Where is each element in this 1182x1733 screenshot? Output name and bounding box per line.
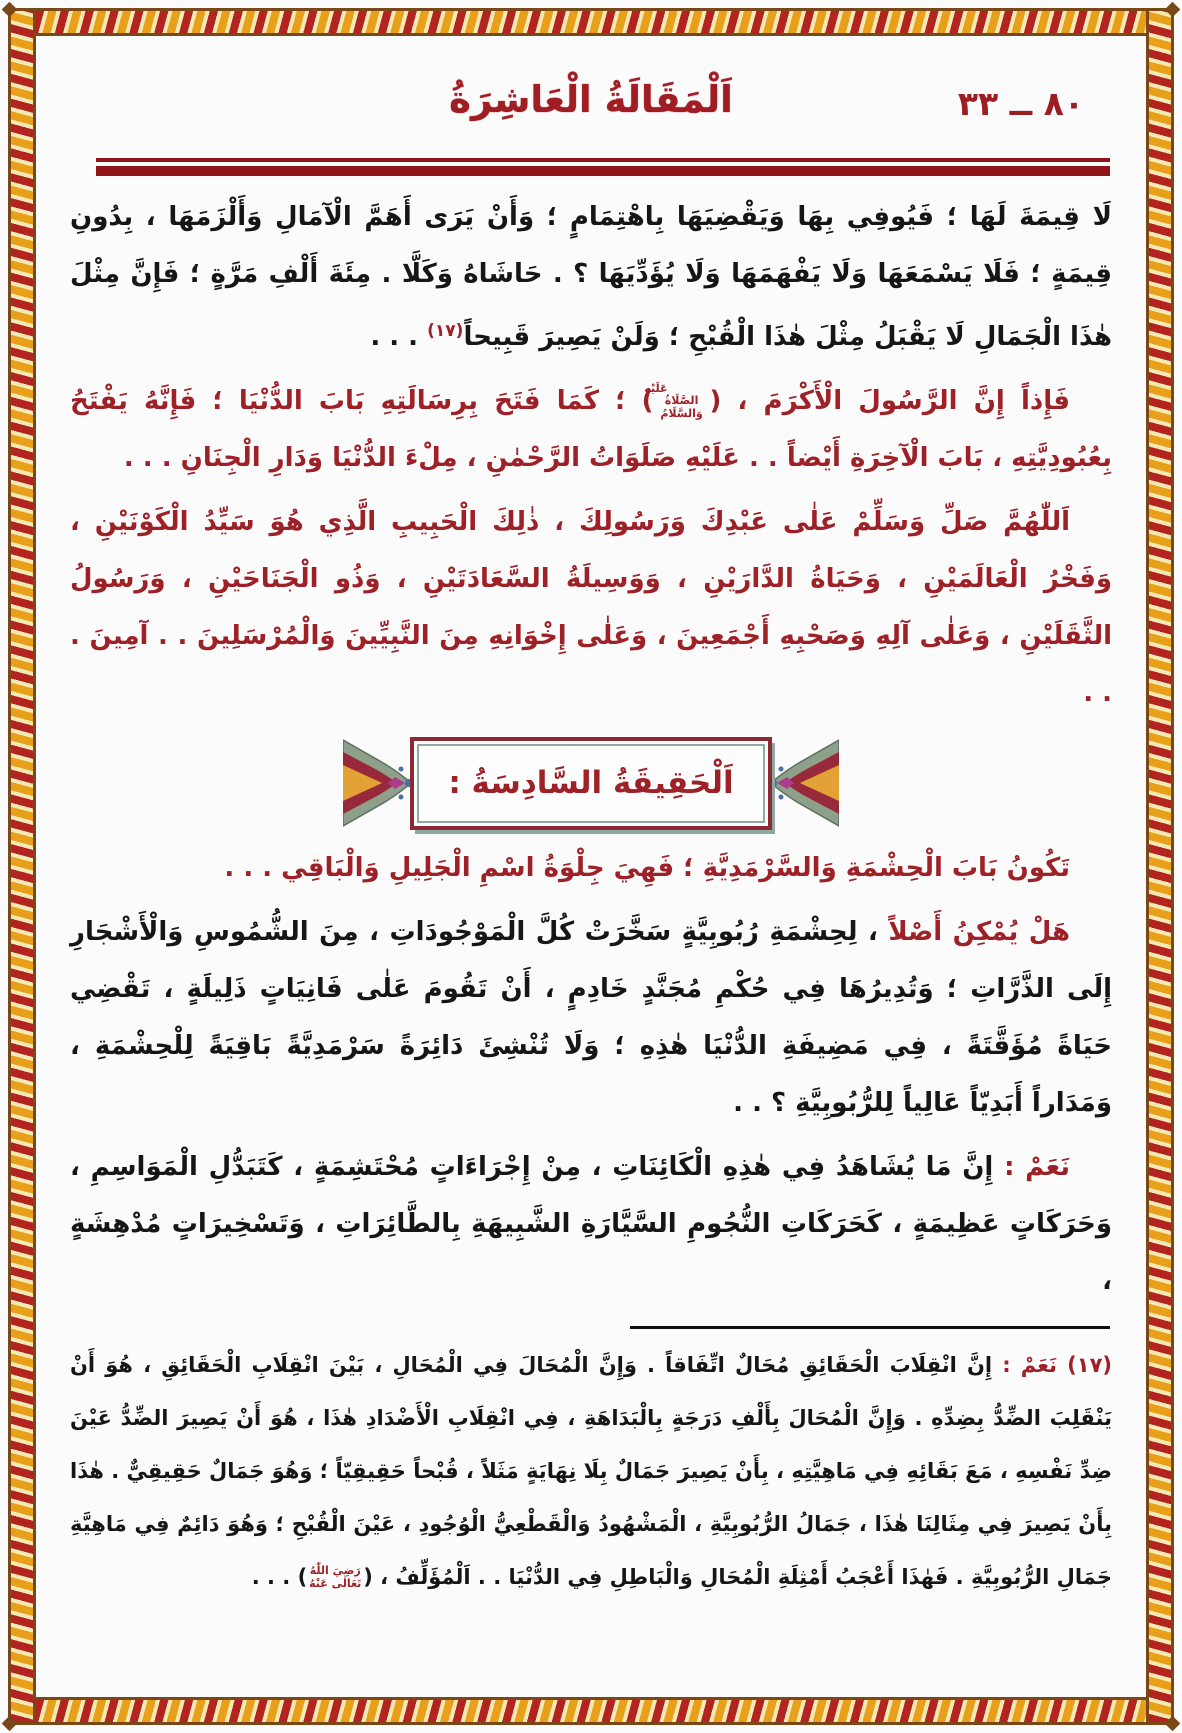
- page-content: [40, 40, 1142, 1693]
- paragraph-3-prayer: اَللّٰهُمَّ صَلِّ وَسَلِّمْ عَلٰى عَبْدِكَ وَرَسُولِكَ ، ذٰلِكَ الْحَبِيبِ الَّذِي هُوَ سَيِّدُ الْكَوْنَيْنِ ، وَفَخْرُ الْعَالَمَيْنِ ، وَحَيَاةُ الدَّارَيْنِ ، وَوَسِيلَةُ السَّعَادَتَيْنِ ، وَذُو الْجَنَاحَيْنِ ، وَرَسُولُ الثَّقَلَيْنِ ، وَعَلٰى آلِهِ وَصَحْبِهِ أَجْمَعِينَ ، وَعَلٰى إِخْوَانِهِ مِنَ النَّبِيِّينَ وَالْمُرْسَلِينَ . . آمِينَ . . .: [70, 507, 1112, 708]
- paragraph-6: [70, 1139, 1112, 1310]
- footnote-text: [70, 1339, 1112, 1604]
- paragraph-5-rest: ، لِحِشْمَةِ رُبُوبِيَّةٍ سَخَّرَتْ كُلَّ الْمَوْجُودَاتِ ، مِنَ الشُّمُوسِ وَالْأَشْجَارِ إِلَى الذَّرَّاتِ ؛ وَتُدِيرُهَا فِي حُكْمِ مُجَنَّدٍ خَادِمٍ ، أَنْ تَقُومَ عَلٰى فَانِيَاتٍ ذَلِيلَةٍ ، تَقْضِي حَيَاةً مُؤَقَّتَةً ، فِي مَضِيفَةِ الدُّنْيَا هٰذِهِ ؛ وَلَا تُنْشِئَ دَائِرَةً سَرْمَدِيَّةً بَاقِيَةً لِلْحِشْمَةِ ، وَمَدَاراً أَبَدِيّاً عَالِياً لِلرُّبُوبِيَّةِ ؟ . .: [70, 917, 1112, 1118]
- footnote-separator: [630, 1326, 1110, 1329]
- page-numbers: ٨٠ ــ ٣٣: [957, 84, 1084, 123]
- page-title: اَلْمَقَالَةُ الْعَاشِرَةُ: [449, 78, 733, 121]
- footnote-reference-17: (١٧): [427, 321, 464, 341]
- paragraph-2: [70, 373, 1112, 487]
- paragraph-2-lead: فَإِذاً إِنَّ الرَّسُولَ الْأَكْرَمَ ، (: [709, 386, 1070, 416]
- footnote-lead: (١٧) نَعَمْ :: [1002, 1353, 1112, 1377]
- rule-thick-line: [96, 166, 1110, 176]
- paragraph-5-lead: هَلْ يُمْكِنُ أَصْلاً: [888, 917, 1071, 947]
- frame-bottom-band: [8, 1697, 1174, 1725]
- page-header: [70, 40, 1112, 158]
- floral-ornament-icon: [343, 736, 415, 830]
- paragraph-1-text: لَا قِيمَةَ لَهَا ؛ فَيُوفِي بِهَا وَيَقْضِيَهَا بِاهْتِمَامٍ ؛ وَأَنْ يَرَى أَهَمَّ الْآمَالِ وَأَلْزَمَهَا ، بِدُونِ قِيمَةٍ ؛ فَلَا يَسْمَعَهَا وَلَا يَفْهَمَهَا وَلَا يُؤَدِّيَهَا ؟ . حَاشَاهُ وَكَلَّا . مِئَةَ أَلْفِ مَرَّةٍ ؛ فَإِنَّ مِثْلَ هٰذَا الْجَمَالِ لَا يَقْبَلُ مِثْلَ هٰذَا الْقُبْحِ ؛ وَلَنْ يَصِيرَ قَبِيحاً: [70, 202, 1112, 352]
- footnote-tail: ) . . .: [251, 1565, 308, 1589]
- paragraph-5: [70, 904, 1112, 1132]
- frame-top-band: [8, 8, 1174, 36]
- footnote-body: إِنَّ انْقِلَابَ الْحَقَائِقِ مُحَالٌ اتِّفَاقاً . وَإِنَّ الْمُحَالَ فِي الْمُحَالِ ، بَيْنَ انْقِلَابِ الْحَقَائِقِ ، هُوَ أَنْ يَنْقَلِبَ الضِّدُّ بِضِدِّهِ . وَإِنَّ الْمُحَالَ بِأَلْفِ دَرَجَةٍ بِالْبَدَاهَةِ ، فِي انْقِلَابِ الْأَضْدَادِ هٰذَا ، هُوَ أَنْ يَصِيرَ الضِّدُّ عَيْنَ ضِدِّ نَفْسِهِ ، مَعَ بَقَائِهِ فِي مَاهِيَّتِهِ ، بِأَنْ يَصِيرَ جَمَالٌ بِلَا نِهَايَةٍ مَثَلاً ، قُبْحاً حَقِيقِيّاً ؛ وَهُوَ جَمَالٌ حَقِيقِيٌّ . هٰذَا بِأَنْ يَصِيرَ فِي مِثَالِنَا هٰذَا ، جَمَالُ الرُّبُوبِيَّةِ ، الْمَشْهُودُ وَالْقَطْعِيُّ الْوُجُودِ ، عَيْنَ الْقُبْحِ ؛ وَهُوَ دَائِمٌ فِي مَاهِيَّةِ جَمَالِ الرُّبُوبِيَّةِ . فَهٰذَا أَعْجَبُ أَمْثِلَةِ الْمُحَالِ وَالْبَاطِلِ فِي الدُّنْيَا . . اَلْمُؤَلِّفُ ، (: [70, 1353, 1112, 1589]
- paragraph-6-rest: إِنَّ مَا يُشَاهَدُ فِي هٰذِهِ الْكَائِنَاتِ ، مِنْ إِجْرَاءَاتٍ مُحْتَشِمَةٍ ، كَتَبَدُّلِ الْمَوَاسِمِ ، وَحَرَكَاتٍ عَظِيمَةٍ ، كَحَرَكَاتِ النُّجُومِ السَّيَّارَةِ الشَّبِيهَةِ بِالطَّائِرَاتِ ، وَتَسْخِيرَاتٍ مُدْهِشَةٍ ،: [70, 1152, 1112, 1296]
- section-title-box: اَلْحَقِيقَةُ السَّادِسَةُ :: [410, 737, 771, 830]
- salutation-calligraphy: عَلَيْهِ الصَّلَاةُ وَالسَّلَامُ: [644, 381, 703, 420]
- body-text: [70, 176, 1112, 1310]
- paragraph-4: تَكُونُ بَابَ الْحِشْمَةِ وَالسَّرْمَدِيَّةِ ؛ فَهِيَ جِلْوَةُ اسْمِ الْجَلِيلِ وَالْبَاقِي . . .: [224, 853, 1070, 883]
- paragraph-1-tail: . . .: [370, 322, 428, 352]
- header-double-rule: [96, 158, 1110, 176]
- seal-calligraphy: رَضِيَ اللّٰهُ تَعَالٰى عَنْهُ: [309, 1564, 362, 1590]
- paragraph-2-rest: ) ؛ كَمَا فَتَحَ بِرِسَالَتِهِ بَابَ الدُّنْيَا ؛ فَإِنَّهُ يَفْتَحُ بِعُبُودِيَّتِهِ ، بَابَ الْآخِرَةِ أَيْضاً . . عَلَيْهِ صَلَوَاتُ الرَّحْمٰنِ ، مِلْءَ الدُّنْيَا وَدَارِ الْجِنَانِ . . .: [70, 386, 1112, 473]
- frame-left-band: [8, 8, 36, 1725]
- paragraph-1: [70, 189, 1112, 366]
- paragraph-6-lead: نَعَمْ :: [1004, 1152, 1071, 1182]
- floral-ornament-icon: [767, 736, 839, 830]
- frame-right-band: [1146, 8, 1174, 1725]
- rule-thin-line: [96, 158, 1110, 162]
- section-title-row: [70, 736, 1112, 830]
